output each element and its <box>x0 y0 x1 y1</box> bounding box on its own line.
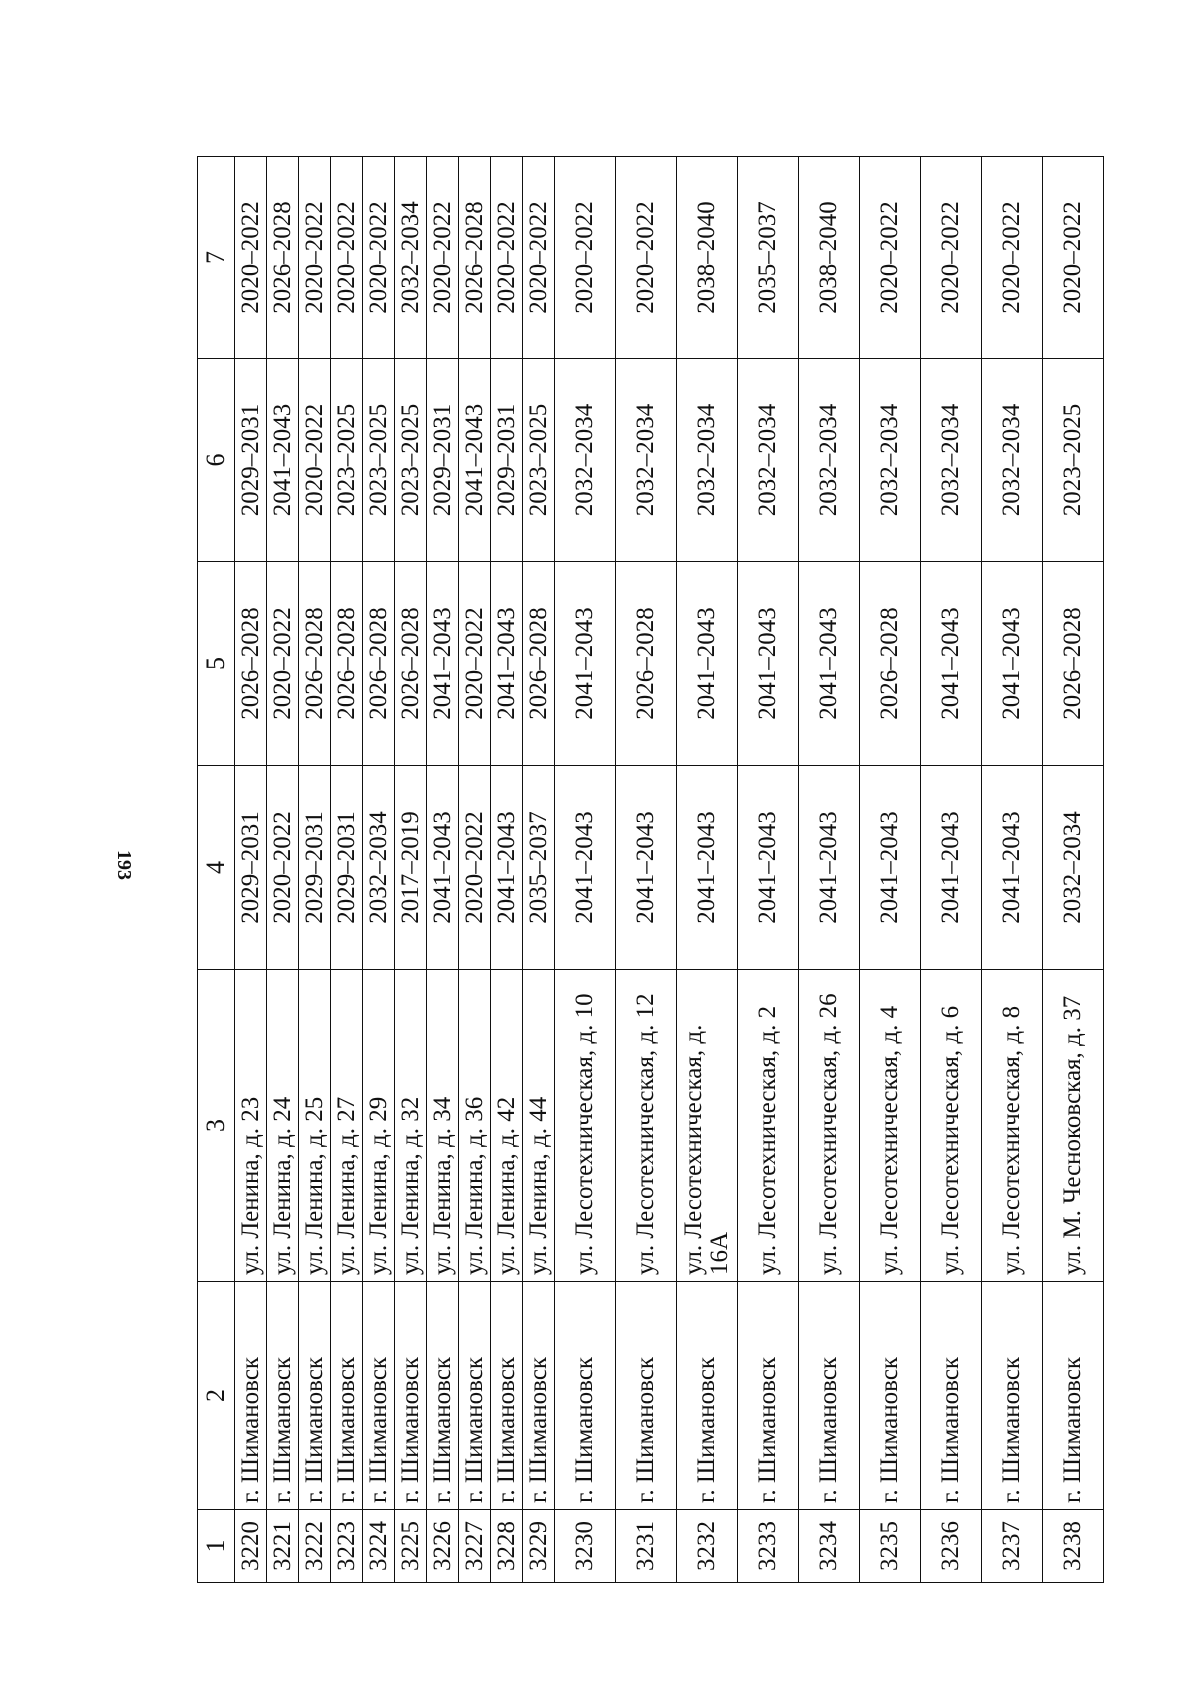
header-col-2: 2 <box>198 1282 235 1510</box>
table-row <box>799 157 860 1583</box>
cell-address: ул. Ленина, д. 44 <box>523 970 555 1282</box>
cell-city: г. Шимановск <box>267 1282 299 1510</box>
cell-period-col7: 2020–2022 <box>921 157 982 359</box>
cell-period-col7: 2020–2022 <box>235 157 267 359</box>
cell-period-col6: 2023–2025 <box>1043 359 1104 562</box>
cell-period-col4: 2041–2043 <box>982 766 1043 970</box>
cell-number: 3238 <box>1043 1510 1104 1583</box>
cell-address: ул. Ленина, д. 42 <box>491 970 523 1282</box>
cell-period-col5: 2026–2028 <box>395 562 427 766</box>
cell-period-col6: 2032–2034 <box>799 359 860 562</box>
cell-period-col6: 2032–2034 <box>616 359 677 562</box>
cell-number: 3232 <box>677 1510 738 1583</box>
cell-period-col6: 2023–2025 <box>523 359 555 562</box>
cell-number: 3226 <box>427 1510 459 1583</box>
cell-number: 3230 <box>555 1510 616 1583</box>
cell-city: г. Шимановск <box>331 1282 363 1510</box>
cell-period-col7: 2026–2028 <box>267 157 299 359</box>
cell-period-col5: 2026–2028 <box>235 562 267 766</box>
cell-period-col5: 2026–2028 <box>616 562 677 766</box>
cell-city: г. Шимановск <box>860 1282 921 1510</box>
cell-number: 3237 <box>982 1510 1043 1583</box>
table-row <box>267 157 299 1583</box>
cell-period-col5: 2026–2028 <box>1043 562 1104 766</box>
cell-city: г. Шимановск <box>1043 1282 1104 1510</box>
cell-period-col4: 2041–2043 <box>491 766 523 970</box>
schedule-table <box>197 156 1104 1583</box>
cell-period-col4: 2041–2043 <box>799 766 860 970</box>
cell-period-col7: 2035–2037 <box>738 157 799 359</box>
cell-period-col7: 2020–2022 <box>555 157 616 359</box>
cell-period-col5: 2026–2028 <box>299 562 331 766</box>
cell-city: г. Шимановск <box>395 1282 427 1510</box>
cell-period-col5: 2041–2043 <box>738 562 799 766</box>
cell-period-col7: 2020–2022 <box>523 157 555 359</box>
page-number: 193 <box>113 850 135 880</box>
cell-address: ул. Лесотехническая, д. 26 <box>799 970 860 1282</box>
header-row <box>198 157 235 1583</box>
cell-number: 3223 <box>331 1510 363 1583</box>
cell-period-col7: 2020–2022 <box>363 157 395 359</box>
cell-period-col6: 2023–2025 <box>395 359 427 562</box>
table-row <box>395 157 427 1583</box>
cell-city: г. Шимановск <box>738 1282 799 1510</box>
cell-period-col6: 2020–2022 <box>299 359 331 562</box>
cell-address: ул. Лесотехническая, д. 4 <box>860 970 921 1282</box>
table-row <box>363 157 395 1583</box>
cell-number: 3233 <box>738 1510 799 1583</box>
cell-period-col7: 2038–2040 <box>677 157 738 359</box>
cell-city: г. Шимановск <box>427 1282 459 1510</box>
cell-period-col6: 2032–2034 <box>677 359 738 562</box>
table-row <box>738 157 799 1583</box>
header-col-4: 4 <box>198 766 235 970</box>
cell-number: 3234 <box>799 1510 860 1583</box>
table-row <box>982 157 1043 1583</box>
cell-number: 3227 <box>459 1510 491 1583</box>
cell-period-col4: 2029–2031 <box>299 766 331 970</box>
cell-address: ул. Ленина, д. 27 <box>331 970 363 1282</box>
cell-period-col4: 2032–2034 <box>363 766 395 970</box>
header-col-6: 6 <box>198 359 235 562</box>
cell-number: 3220 <box>235 1510 267 1583</box>
cell-number: 3236 <box>921 1510 982 1583</box>
table-row <box>331 157 363 1583</box>
cell-period-col7: 2026–2028 <box>459 157 491 359</box>
cell-address: ул. Лесотехническая, д. 10 <box>555 970 616 1282</box>
cell-address: ул. Ленина, д. 36 <box>459 970 491 1282</box>
cell-number: 3225 <box>395 1510 427 1583</box>
cell-city: г. Шимановск <box>677 1282 738 1510</box>
cell-period-col7: 2020–2022 <box>427 157 459 359</box>
cell-period-col4: 2041–2043 <box>921 766 982 970</box>
cell-period-col4: 2041–2043 <box>616 766 677 970</box>
cell-city: г. Шимановск <box>459 1282 491 1510</box>
cell-city: г. Шимановск <box>982 1282 1043 1510</box>
table-body <box>235 157 1104 1583</box>
cell-address: ул. Ленина, д. 25 <box>299 970 331 1282</box>
cell-period-col5: 2020–2022 <box>459 562 491 766</box>
cell-period-col6: 2023–2025 <box>363 359 395 562</box>
cell-address: ул. Ленина, д. 24 <box>267 970 299 1282</box>
cell-city: г. Шимановск <box>799 1282 860 1510</box>
cell-period-col5: 2026–2028 <box>860 562 921 766</box>
cell-period-col6: 2041–2043 <box>459 359 491 562</box>
cell-city: г. Шимановск <box>523 1282 555 1510</box>
cell-address: ул. Ленина, д. 23 <box>235 970 267 1282</box>
cell-number: 3231 <box>616 1510 677 1583</box>
cell-address: ул. Лесотехническая, д. 16А <box>677 970 738 1282</box>
cell-period-col7: 2020–2022 <box>491 157 523 359</box>
cell-period-col6: 2041–2043 <box>267 359 299 562</box>
cell-number: 3224 <box>363 1510 395 1583</box>
cell-period-col7: 2020–2022 <box>860 157 921 359</box>
table-row <box>235 157 267 1583</box>
cell-period-col6: 2029–2031 <box>235 359 267 562</box>
table-row <box>677 157 738 1583</box>
cell-period-col5: 2026–2028 <box>331 562 363 766</box>
cell-period-col5: 2020–2022 <box>267 562 299 766</box>
table-row <box>459 157 491 1583</box>
cell-period-col6: 2029–2031 <box>491 359 523 562</box>
cell-period-col6: 2032–2034 <box>860 359 921 562</box>
cell-period-col5: 2041–2043 <box>921 562 982 766</box>
table-row <box>921 157 982 1583</box>
table-row <box>1043 157 1104 1583</box>
cell-period-col5: 2041–2043 <box>491 562 523 766</box>
header-col-3: 3 <box>198 970 235 1282</box>
cell-city: г. Шимановск <box>363 1282 395 1510</box>
cell-period-col4: 2029–2031 <box>235 766 267 970</box>
cell-period-col4: 2035–2037 <box>523 766 555 970</box>
cell-city: г. Шимановск <box>616 1282 677 1510</box>
header-col-7: 7 <box>198 157 235 359</box>
table-row <box>299 157 331 1583</box>
table-row <box>523 157 555 1583</box>
cell-period-col5: 2026–2028 <box>363 562 395 766</box>
cell-period-col5: 2041–2043 <box>677 562 738 766</box>
cell-period-col6: 2032–2034 <box>555 359 616 562</box>
cell-number: 3222 <box>299 1510 331 1583</box>
cell-period-col6: 2023–2025 <box>331 359 363 562</box>
table-row <box>616 157 677 1583</box>
cell-period-col7: 2020–2022 <box>1043 157 1104 359</box>
cell-period-col4: 2020–2022 <box>459 766 491 970</box>
cell-address: ул. Ленина, д. 34 <box>427 970 459 1282</box>
cell-address: ул. Ленина, д. 29 <box>363 970 395 1282</box>
cell-address: ул. М. Чесноковская, д. 37 <box>1043 970 1104 1282</box>
cell-period-col4: 2032–2034 <box>1043 766 1104 970</box>
cell-city: г. Шимановск <box>555 1282 616 1510</box>
cell-period-col5: 2041–2043 <box>555 562 616 766</box>
cell-address: ул. Ленина, д. 32 <box>395 970 427 1282</box>
cell-period-col6: 2032–2034 <box>738 359 799 562</box>
table-row <box>555 157 616 1583</box>
cell-number: 3228 <box>491 1510 523 1583</box>
cell-period-col7: 2020–2022 <box>982 157 1043 359</box>
cell-address: ул. Лесотехническая, д. 2 <box>738 970 799 1282</box>
cell-period-col7: 2020–2022 <box>331 157 363 359</box>
cell-period-col5: 2041–2043 <box>799 562 860 766</box>
cell-period-col5: 2041–2043 <box>982 562 1043 766</box>
cell-period-col4: 2041–2043 <box>677 766 738 970</box>
cell-number: 3235 <box>860 1510 921 1583</box>
cell-period-col6: 2032–2034 <box>982 359 1043 562</box>
cell-address: ул. Лесотехническая, д. 12 <box>616 970 677 1282</box>
cell-period-col7: 2032–2034 <box>395 157 427 359</box>
cell-period-col7: 2020–2022 <box>299 157 331 359</box>
cell-address: ул. Лесотехническая, д. 8 <box>982 970 1043 1282</box>
cell-period-col4: 2041–2043 <box>555 766 616 970</box>
cell-period-col6: 2029–2031 <box>427 359 459 562</box>
cell-city: г. Шимановск <box>921 1282 982 1510</box>
cell-city: г. Шимановск <box>491 1282 523 1510</box>
header-col-5: 5 <box>198 562 235 766</box>
cell-number: 3221 <box>267 1510 299 1583</box>
table-row <box>860 157 921 1583</box>
cell-period-col4: 2041–2043 <box>860 766 921 970</box>
cell-address: ул. Лесотехническая, д. 6 <box>921 970 982 1282</box>
cell-period-col6: 2032–2034 <box>921 359 982 562</box>
cell-period-col7: 2020–2022 <box>616 157 677 359</box>
cell-period-col4: 2020–2022 <box>267 766 299 970</box>
rotated-table-container <box>197 157 1101 1583</box>
table-row <box>427 157 459 1583</box>
table-row <box>491 157 523 1583</box>
header-col-1: 1 <box>198 1510 235 1583</box>
cell-period-col5: 2026–2028 <box>523 562 555 766</box>
cell-period-col4: 2041–2043 <box>738 766 799 970</box>
cell-period-col5: 2041–2043 <box>427 562 459 766</box>
cell-period-col4: 2041–2043 <box>427 766 459 970</box>
cell-period-col4: 2029–2031 <box>331 766 363 970</box>
cell-city: г. Шимановск <box>235 1282 267 1510</box>
cell-period-col4: 2017–2019 <box>395 766 427 970</box>
cell-city: г. Шимановск <box>299 1282 331 1510</box>
cell-number: 3229 <box>523 1510 555 1583</box>
cell-period-col7: 2038–2040 <box>799 157 860 359</box>
